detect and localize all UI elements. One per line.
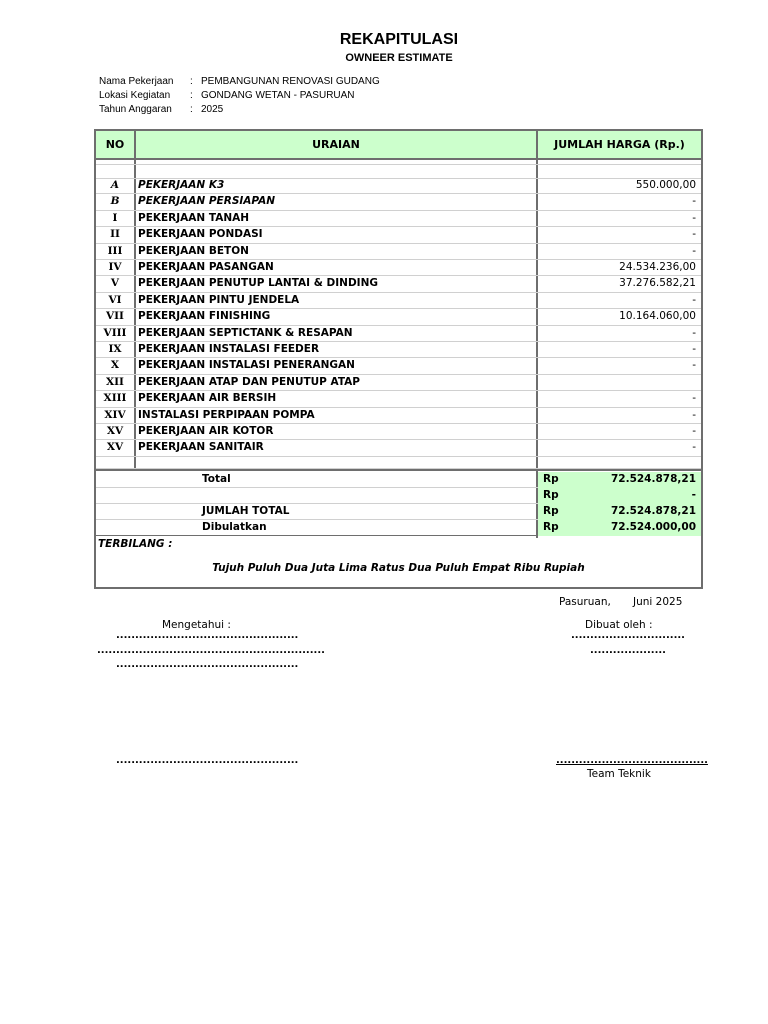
info-label: Tahun Anggaran [99,104,172,115]
table-row [96,309,701,325]
summary-row-blank [96,488,701,504]
row-no: I [112,211,118,224]
row-no: XIII [103,392,127,405]
row-uraian: INSTALASI PERPIPAAN POMPA [138,408,315,421]
row-uraian: PEKERJAAN INSTALASI PENERANGAN [138,359,355,372]
table-row [96,276,701,292]
row-amount: 24.534.236,00 [619,261,696,273]
summary-value-cell [538,520,701,536]
row-amount: - [692,392,696,405]
project-info [0,76,768,118]
row-no: VI [108,293,122,306]
row-amount: - [692,343,696,355]
row-no: XV [106,441,124,454]
table-row [96,211,701,227]
row-amount: 550.000,00 [635,179,696,191]
table-row [96,260,701,276]
row-uraian: PEKERJAAN PINTU JENDELA [138,293,300,306]
info-colon: : [190,76,193,87]
row-no: A [110,179,120,191]
summary-label: Total [202,473,231,485]
summary-value-cell [538,488,701,504]
row-uraian: PEKERJAAN AIR KOTOR [138,425,274,437]
row-amount: - [692,441,696,454]
row-uraian: PEKERJAAN PERSIAPAN [138,195,276,208]
table-row [96,342,701,358]
currency: Rp [543,473,559,485]
table-row [96,178,701,194]
table-row [96,227,701,243]
right-dots-line: .................... [590,645,666,656]
right-signature-label: Dibuat oleh : [585,619,653,631]
place: Pasuruan, [559,596,611,608]
summary-label: Dibulatkan [202,521,267,533]
info-value: 2025 [201,104,224,115]
row-uraian: PEKERJAAN ATAP DAN PENUTUP ATAP [138,375,360,388]
row-uraian: PEKERJAAN PONDASI [138,228,263,241]
row-uraian: PEKERJAAN PENUTUP LANTAI & DINDING [138,277,378,290]
table-row [96,326,701,342]
row-no: XIV [104,408,126,421]
left-dots-line: ................................................ [116,659,299,670]
table-row [96,375,701,391]
row-no: IX [108,343,122,355]
currency: Rp [543,505,559,517]
row-uraian: PEKERJAAN INSTALASI FEEDER [138,343,320,355]
table-row [96,358,701,374]
terbilang-label: TERBILANG : [98,538,173,550]
summary-row-dibulatkan [96,520,701,536]
row-no: XV [106,425,124,437]
spacer-row [96,457,701,469]
row-uraian: PEKERJAAN SEPTICTANK & RESAPAN [138,326,353,339]
header-uraian: URAIAN [312,138,360,151]
table-row [96,391,701,407]
left-signature-line: ................................................ [116,755,299,766]
row-no: IV [108,261,122,273]
row-amount: - [692,244,696,257]
table-row [96,244,701,260]
row-uraian: PEKERJAAN FINISHING [138,310,271,323]
row-uraian: PEKERJAAN SANITAIR [138,441,264,454]
row-amount: - [692,195,696,208]
summary-value-cell [538,504,701,520]
date: Juni 2025 [633,596,683,608]
right-signer-name: Team Teknik [587,768,651,780]
terbilang-text: Tujuh Puluh Dua Juta Lima Ratus Dua Puluh Empat Ribu Rupiah [212,562,585,574]
info-label: Lokasi Kegiatan [99,90,171,101]
row-amount: - [692,359,696,372]
summary-value: 72.524.878,21 [610,473,696,485]
summary-value: 72.524.000,00 [610,521,696,533]
row-no: II [110,228,120,241]
row-amount: - [692,326,696,339]
table-header [96,131,701,160]
left-dots-line: ................................................ [116,630,299,641]
row-amount: - [692,293,696,306]
summary-row-total [96,472,701,488]
row-amount: 10.164.060,00 [619,310,696,323]
header-jumlah: JUMLAH HARGA (Rp.) [554,138,685,151]
row-no: B [110,195,120,208]
info-colon: : [190,104,193,115]
summary-value-cell [538,472,701,488]
table-row [96,424,701,440]
row-uraian: PEKERJAAN TANAH [138,211,250,224]
header-no: NO [105,138,125,151]
row-amount: - [692,408,696,421]
right-dots-line: .............................. [571,630,685,641]
info-value: GONDANG WETAN - PASURUAN [201,90,355,101]
left-dots-line: ............................................................ [97,645,325,656]
row-no: X [110,359,120,372]
right-signature-line: ........................................ [556,755,708,766]
row-no: VII [106,310,124,323]
info-label: Nama Pekerjaan [99,76,174,87]
row-uraian: PEKERJAAN K3 [138,179,225,191]
page-subtitle: OWNEER ESTIMATE [345,52,453,64]
summary-value: 72.524.878,21 [610,505,696,517]
row-amount: - [692,425,696,437]
spacer-row [96,165,701,179]
summary-label: JUMLAH TOTAL [202,505,290,517]
row-uraian: PEKERJAAN PASANGAN [138,261,274,273]
row-no: XII [106,375,124,388]
table-row [96,440,701,456]
currency: Rp [543,521,559,533]
summary-row-jumlah-total [96,504,701,520]
table-row [96,408,701,424]
page-title: REKAPITULASI [339,31,459,48]
row-amount: - [692,211,696,224]
row-uraian: PEKERJAAN AIR BERSIH [138,392,277,405]
table-row [96,293,701,309]
left-signature-label: Mengetahui : [162,619,231,631]
row-no: III [107,244,123,257]
info-value: PEMBANGUNAN RENOVASI GUDANG [201,76,380,87]
row-no: VIII [103,326,127,339]
row-no: V [110,277,120,290]
summary-divider [96,469,701,471]
row-uraian: PEKERJAAN BETON [138,244,249,257]
info-colon: : [190,90,193,101]
recap-table [94,129,703,589]
summary-value: - [691,489,696,501]
table-row [96,194,701,210]
currency: Rp [543,489,559,501]
row-amount: 37.276.582,21 [619,277,696,290]
row-amount: - [692,228,696,241]
